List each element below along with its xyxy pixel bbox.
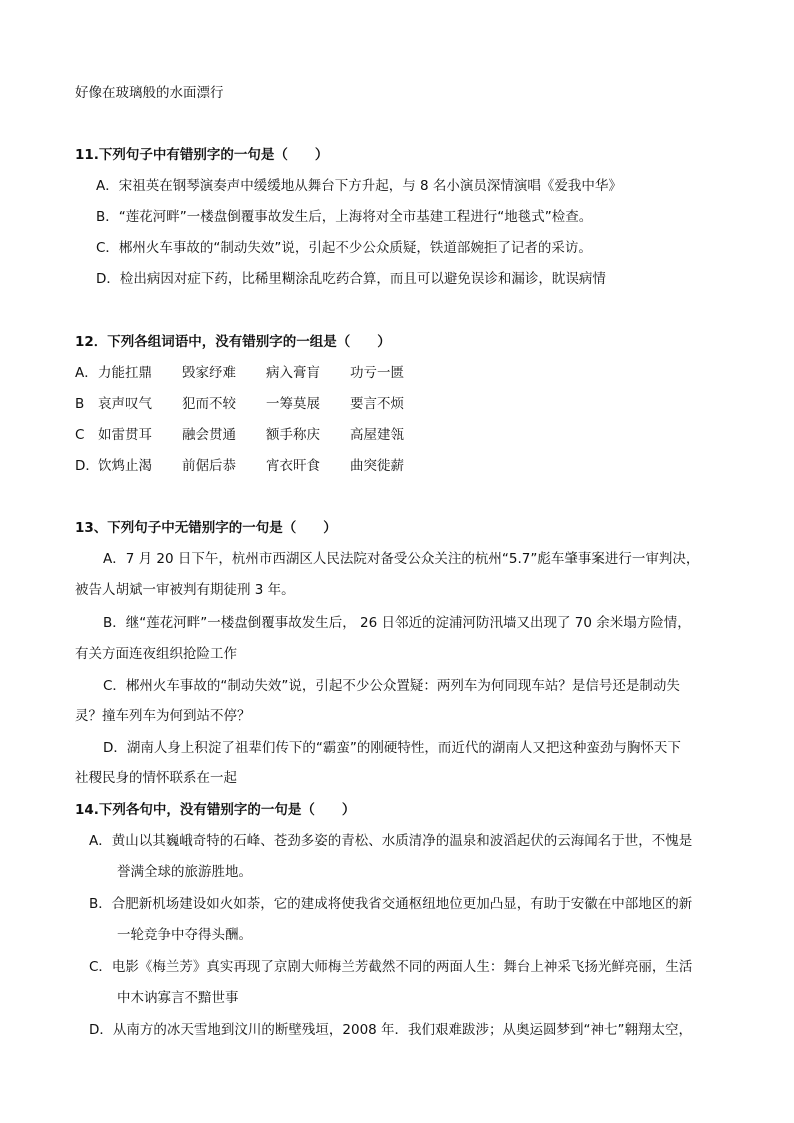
word: 一筹莫展: [266, 396, 320, 412]
option-label: C: [75, 427, 85, 443]
question-11-option-d: D．检出病因对症下药，比稀里糊涂乱吃药合算，而且可以避免误诊和漏诊，眈误病情: [96, 271, 606, 287]
option-label: A．: [75, 365, 98, 381]
question-14-option-b-line-1: B．合肥新机场建设如火如荼，它的建成将使我省交通枢纽地位更加凸显，有助于安徽在中部地区的新: [89, 896, 693, 912]
question-11-title: 11.下列句子中有错别字的一句是（ ）: [75, 147, 329, 163]
word: 高屋建瓴: [350, 427, 404, 443]
question-13-option-b-line-2: 有关方面连夜组织抢险工作: [75, 646, 237, 662]
question-13-option-c-line-2: 灵？撞车列车为何到站不停？: [75, 708, 251, 724]
question-12-option-d: [75, 457, 404, 475]
question-14-option-a-line-1: A．黄山以其巍峨奇特的石峰、苍劲多姿的青松、水质清净的温泉和波滔起伏的云海闻名于世，不愧是: [89, 833, 693, 849]
question-12-title: 12．下列各组词语中，没有错别字的一组是（ ）: [75, 334, 391, 350]
question-12-option-a: [75, 364, 404, 382]
word: 力能扛鼎: [98, 365, 152, 381]
word: 融会贯通: [182, 427, 236, 443]
question-12-option-c: [75, 426, 404, 444]
word: 前倨后恭: [182, 458, 236, 474]
word: 如雷贯耳: [98, 427, 152, 443]
question-13-option-a-line-1: A．7 月 20 日下午，杭州市西湖区人民法院对备受公众关注的杭州“5.7”彪车肇事案进行一审判决，: [103, 551, 700, 567]
question-14-option-a-line-2: 誉满全球的旅游胜地。: [117, 864, 252, 880]
question-11-option-b: B．“莲花河畔”一楼盘倒覆事故发生后，上海将对全市基建工程进行“地毯式”检查。: [96, 209, 593, 225]
question-11-option-a: A．宋祖英在钢琴演奏声中缓缓地从舞台下方升起，与 8 名小演员深情演唱《爱我中华》: [96, 178, 622, 194]
question-13-option-d-line-1: D．湖南人身上积淀了祖辈们传下的“霸蛮”的刚硬特性，而近代的湖南人又把这种蛮劲与胸怀天下: [103, 740, 681, 756]
word: 病入膏肓: [266, 365, 320, 381]
question-14-option-b-line-2: 一轮竞争中夺得头酬。: [117, 927, 252, 943]
question-13-option-d-line-2: 社稷民身的情怀联系在一起: [75, 770, 237, 786]
word: 哀声叹气: [98, 396, 152, 412]
word: 饮鸩止渴: [98, 458, 152, 474]
question-13-option-a-line-2: 被告人胡斌一审被判有期徒刑 3 年。: [75, 582, 295, 598]
word: 要言不烦: [350, 396, 404, 412]
option-label: B: [75, 396, 85, 412]
question-13-title: 13、下列句子中无错别字的一句是（ ）: [75, 520, 337, 536]
question-14-option-c-line-2: 中木讷寡言不黯世事: [117, 990, 239, 1006]
word: 功亏一匮: [350, 365, 404, 381]
question-12-option-b: [75, 395, 404, 413]
word: 犯而不较: [182, 396, 236, 412]
word: 毁家纾难: [182, 365, 236, 381]
question-14-option-d-line-1: D．从南方的冰天雪地到汶川的断壁残垣，2008 年．我们艰难跋涉；从奥运圆梦到“神七”翱翔太空，: [89, 1022, 693, 1038]
question-13-option-b-line-1: B．继“莲花河畔”一楼盘倒覆事故发生后， 26 日邻近的淀浦河防汛墙又出现了 70 余米塌方险情，: [103, 615, 691, 631]
word: 宵衣旰食: [266, 458, 320, 474]
intro-line: 好像在玻璃般的水面漂行: [75, 85, 224, 101]
question-14-option-c-line-1: C．电影《梅兰芳》真实再现了京剧大师梅兰芳截然不同的两面人生：舞台上神采飞扬光鲜亮丽，生活: [89, 959, 693, 975]
question-11-option-c: C．郴州火车事故的“制动失效”说，引起不少公众质疑，铁道部婉拒了记者的采访。: [96, 240, 592, 256]
question-13-option-c-line-1: C．郴州火车事故的“制动失效”说，引起不少公众置疑：两列车为何同现车站？是信号还是制动失: [103, 678, 680, 694]
question-14-title: 14.下列各句中，没有错别字的一句是（ ）: [75, 802, 356, 818]
word: 额手称庆: [266, 427, 320, 443]
word: 曲突徙薪: [350, 458, 404, 474]
option-label: D．: [75, 458, 99, 474]
